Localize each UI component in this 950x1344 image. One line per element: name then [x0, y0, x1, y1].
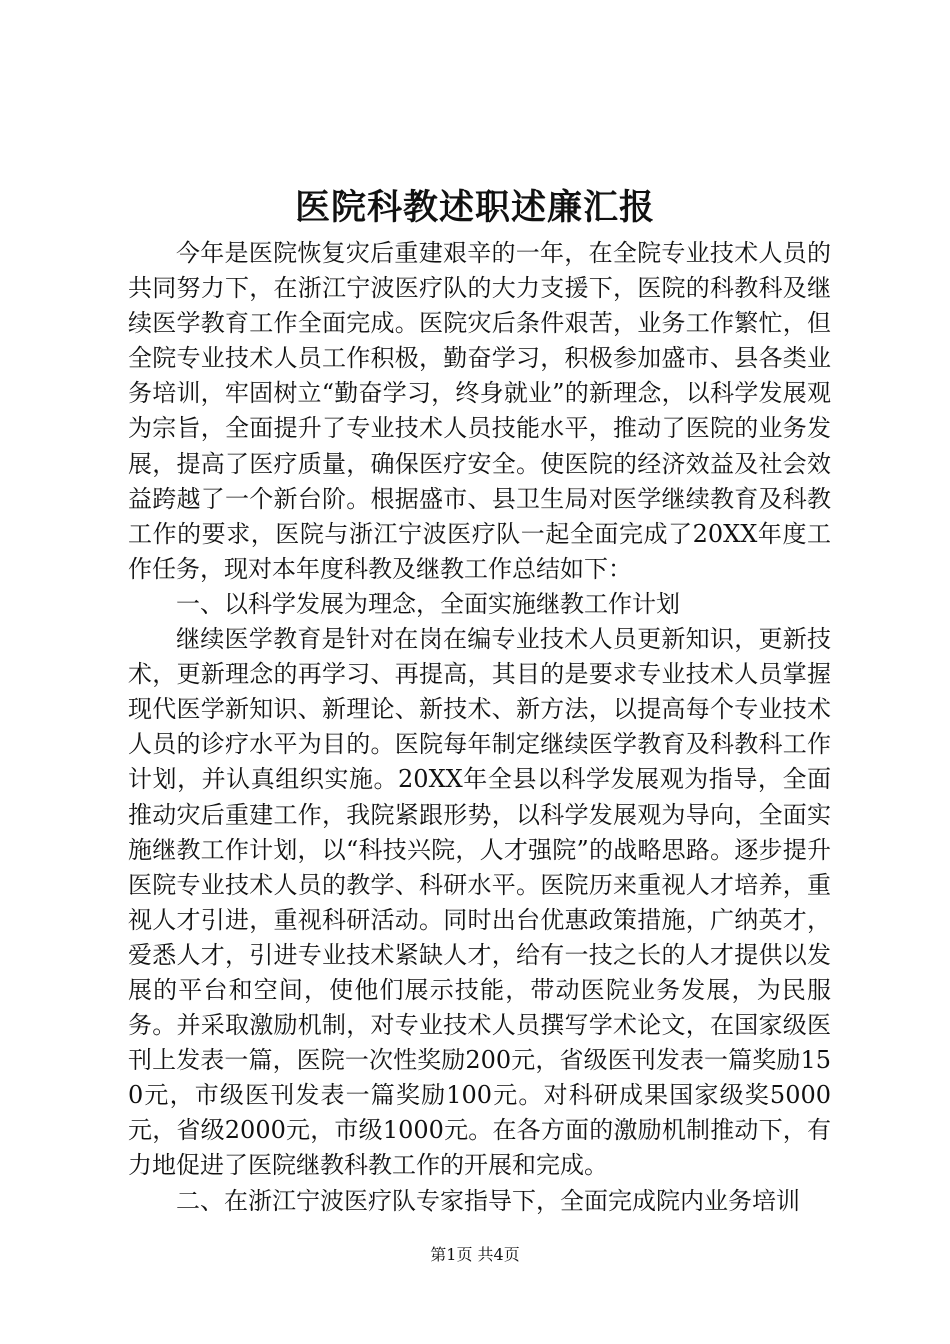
section-heading-1: 一、以科学发展为理念，全面实施继教工作计划	[176, 589, 680, 618]
page-footer: 第1页 共4页	[430, 1245, 520, 1264]
paragraph-intro: 今年是医院恢复灾后重建艰辛的一年，在全院专业技术人员的共同努力下，在浙江宁波医疗队的大力支援下，医院的科教科及继续医学教育工作全面完成。医院灾后条件艰苦，业务工作繁忙，但全院专业技术人员工作积极，勤奋学习，积极参加盛市、县各类业务培训，牢固树立“勤奋学习，终身就业”的新理念，以科学发展观为宗旨，全面提升了专业技术人员技能水平，推动了医院的业务发展，提高了医疗质量，确保医疗安全。使医院的经济效益及社会效益跨越了一个新台阶。根据盛市、县卫生局对医学继续教育及科教工作的要求，医院与浙江宁波医疗队一起全面完成了20XX年度工作任务，现对本年度科教及继教工作总结如下：	[128, 239, 831, 583]
paragraph-section-1: 继续医学教育是针对在岗在编专业技术人员更新知识，更新技术，更新理念的再学习、再提高，其目的是要求专业技术人员掌握现代医学新知识、新理论、新技术、新方法，以提高每个专业技术人员的诊疗水平为目的。医院每年制定继续医学教育及科教科工作计划，并认真组织实施。20XX年全县以科学发展观为指导，全面推动灾后重建工作，我院紧跟形势，以科学发展观为导向，全面实施继教工作计划，以“科技兴院，人才强院”的战略思路。逐步提升医院专业技术人员的教学、科研水平。医院历来重视人才培养，重视人才引进，重视科研活动。同时出台优惠政策措施，广纳英才，爱悉人才，引进专业技术紧缺人才，给有一技之长的人才提供以发展的平台和空间，使他们展示技能，带动医院业务发展，为民服务。并采取激励机制，对专业技术人员撰写学术论文，在国家级医刊上发表一篇，医院一次性奖励200元，省级医刊发表一篇奖励150元，市级医刊发表一篇奖励100元。对科研成果国家级奖5000元，省级2000元，市级1000元。在各方面的激励机制推动下，有力地促进了医院继教科教工作的开展和完成。	[128, 625, 831, 1180]
document-body	[128, 236, 831, 1219]
document-title: 医院科教述职述廉汇报	[294, 187, 655, 228]
section-heading-2: 二、在浙江宁波医疗队专家指导下，全面完成院内业务培训	[176, 1186, 800, 1215]
